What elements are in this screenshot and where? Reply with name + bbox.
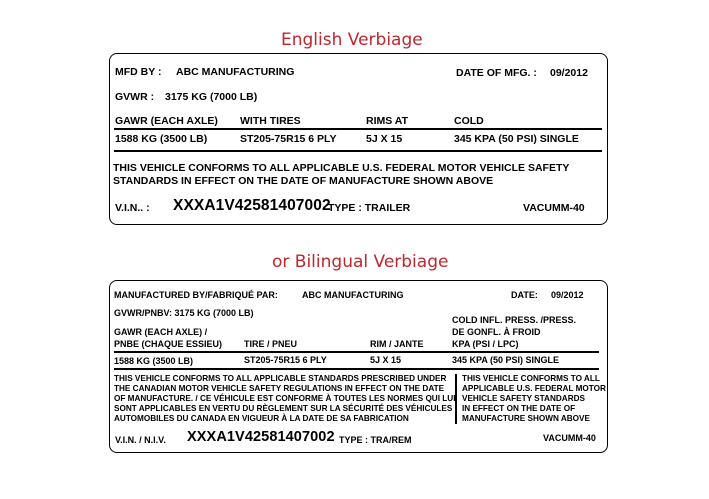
header-divider: [114, 128, 602, 130]
type-label: TYPE : TRA/REM: [339, 435, 412, 445]
us-line-4: IN EFFECT ON THE DATE OF: [462, 404, 576, 413]
us-line-3: VEHICLE SAFETY STANDARDS: [462, 394, 585, 403]
row-cold: 345 KPA (50 PSI) SINGLE: [452, 355, 560, 365]
row-gawr: 1588 KG (3500 LB): [115, 133, 208, 145]
row-tire: ST205-75R15 6 PLY: [244, 355, 327, 365]
col-gawr-line-1: GAWR (EACH AXLE) /: [114, 327, 208, 337]
gvwr-value: 3175 KG (7000 LB): [165, 91, 258, 103]
canada-line-1: THIS VEHICLE CONFORMS TO ALL APPLICABLE STANDARDS PRESCRIBED UNDER: [114, 374, 447, 383]
vin-value: XXXA1V42581407002: [187, 429, 335, 445]
date-label: DATE OF MFG. :: [456, 67, 537, 79]
canada-line-5: AUTOMOBILES DU CANADA EN VIGUEUR À LA DATE DE SA FABRICATION: [114, 414, 409, 423]
row-rims: 5J X 15: [366, 133, 403, 145]
mfd-value: ABC MANUFACTURING: [302, 290, 404, 300]
row-tires: ST205-75R15 6 PLY: [240, 133, 337, 145]
row-gawr: 1588 KG (3500 LB): [114, 356, 194, 366]
date-value: 09/2012: [550, 67, 588, 79]
row-divider: [114, 368, 599, 370]
canada-line-2: THE CANADIAN MOTOR VEHICLE SAFETY REGULATIONS IN EFFECT ON THE DATE: [114, 384, 445, 393]
col-gawr-line-2: PNBE (CHAQUE ESSIEU): [114, 339, 223, 349]
column-separator: [455, 374, 457, 424]
conformance-line-2: STANDARDS IN EFFECT ON THE DATE OF MANUFACTURE SHOWN ABOVE: [113, 175, 494, 187]
row-cold: 345 KPA (50 PSI) SINGLE: [454, 133, 579, 145]
col-gawr: GAWR (EACH AXLE): [115, 115, 218, 127]
bilingual-heading: or Bilingual Verbiage: [272, 252, 449, 272]
us-line-5: MANUFACTURE SHOWN ABOVE: [462, 414, 590, 423]
mfd-label: MANUFACTURED BY/FABRIQUÉ PAR:: [114, 290, 278, 300]
row-rim: 5J X 15: [370, 355, 402, 365]
canada-line-3: OF MANUFACTURE. / CE VÉHICULE EST CONFORME À TOUTES LES NORMES QUI LUI: [114, 394, 456, 403]
date-label: DATE:: [511, 290, 538, 300]
header-divider: [114, 351, 599, 353]
mfd-label: MFD BY :: [115, 66, 162, 78]
english-label-card: [109, 53, 608, 225]
gvwr-label: GVWR :: [115, 91, 155, 103]
bilingual-label-card: [109, 280, 608, 453]
conformance-line-1: THIS VEHICLE CONFORMS TO ALL APPLICABLE U.S. FEDERAL MOTOR VEHICLE SAFETY: [113, 162, 570, 174]
vin-label: V.I.N. / N.I.V.: [115, 435, 166, 445]
col-cold-line-1: COLD INFL. PRESS. /PRESS.: [452, 315, 577, 325]
canada-line-4: SONT APPLICABLES EN VERTU DU RÈGLEMENT SUR LA SÉCURITÉ DES VÉHICULES: [114, 404, 453, 413]
us-line-1: THIS VEHICLE CONFORMS TO ALL: [462, 374, 600, 383]
col-tire: TIRE / PNEU: [244, 339, 298, 349]
us-line-2: APPLICABLE U.S. FEDERAL MOTOR: [462, 384, 606, 393]
col-tires: WITH TIRES: [240, 115, 301, 127]
col-rims: RIMS AT: [366, 115, 408, 127]
label-code: VACUMM-40: [543, 433, 596, 443]
row-divider: [114, 150, 602, 152]
label-code: VACUMM-40: [523, 202, 585, 214]
col-rim: RIM / JANTE: [370, 339, 424, 349]
vin-label: V.I.N.. :: [115, 202, 150, 214]
col-cold: COLD: [454, 115, 484, 127]
mfd-value: ABC MANUFACTURING: [176, 66, 295, 78]
date-value: 09/2012: [551, 290, 584, 300]
gvwr-text: GVWR/PNBV: 3175 KG (7000 LB): [114, 308, 254, 318]
col-cold-line-3: KPA (PSI / LPC): [452, 339, 519, 349]
english-heading: English Verbiage: [281, 30, 423, 50]
vin-value: XXXA1V42581407002: [173, 197, 331, 214]
type-label: TYPE : TRAILER: [328, 202, 411, 214]
col-cold-line-2: DE GONFL. À FROID: [452, 327, 541, 337]
